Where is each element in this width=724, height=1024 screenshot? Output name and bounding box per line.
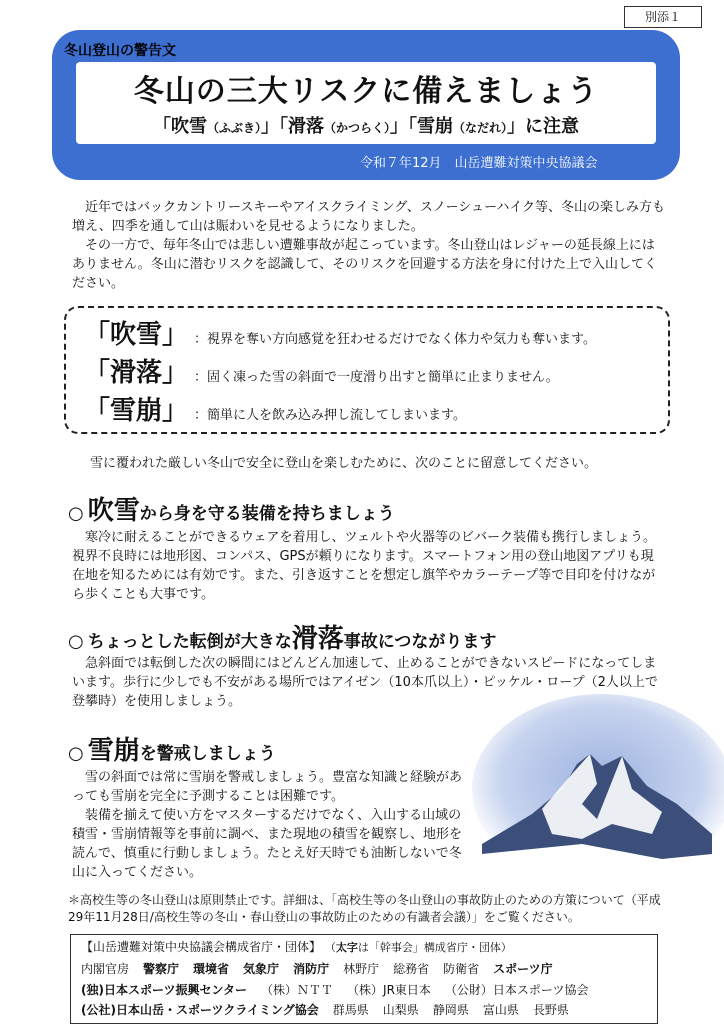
- intro-paragraph: その一方で、毎年冬山では悲しい遭難事故が起こっています。冬山登山はレジャーの延長線上にはありません。冬山に潜むリスクを認識して、そのリスクを回避する方法を身に付けた上で入山してください。: [72, 238, 658, 291]
- section-title-fall: [68, 618, 496, 655]
- circle-bullet-icon: ○: [68, 631, 84, 652]
- circle-bullet-icon: ○: [68, 743, 84, 764]
- member-organizations-box: [70, 934, 658, 1024]
- members-heading: 【山岳遭難対策中央協議会構成省庁・団体】: [81, 940, 322, 954]
- members-row: [81, 1000, 583, 1021]
- page-subtitle: [76, 112, 656, 138]
- section-body-blizzard: 寒冷に耐えることができるウェアを着用し、ツェルトや火器等のビバーク装備も携行しましょう。視界不良時には地形図、コンパス、GPSが頼りになります。スマートフォン用の登山地図アプリも現在地を知るためには有効です。また、引き返すことを想定し旗竿やカラーテープ等で目印を付けながら歩くことも大事です。: [72, 530, 656, 602]
- section-title-keyword: 雪崩: [87, 736, 140, 766]
- member-organization: 内閣官房: [81, 962, 130, 976]
- members-note-text: は「幹事会」構成省庁・団体）: [357, 941, 512, 954]
- risk-term: 「吹雪」: [84, 320, 189, 350]
- subtitle-part: 」に注意: [507, 116, 580, 137]
- member-organization: 環境省: [193, 962, 230, 976]
- risk-item-blizzard: [84, 314, 596, 351]
- members-row: [81, 980, 602, 1001]
- footnote-highschool: ＊高校生等の冬山登山は原則禁止です。詳細は、「高校生等の冬山登山の事故防止のための方策について（平成29年11月28日/高校生等の冬山・春山登山の事故防止のための有識者会議）」をご覧ください。: [68, 893, 661, 924]
- risk-desc: ：固く凍った雪の斜面で一度滑り出すと簡単に止まりません。: [194, 370, 559, 385]
- member-organization: (独)日本スポーツ振興センター: [81, 983, 248, 997]
- lead-text: 雪に覆われた厳しい冬山で安全に登山を楽しむために、次のことに留意してください。: [90, 456, 598, 471]
- section-body-avalanche: 雪の斜面では常に雪崩を警戒しましょう。豊富な知識と経験があっても雪崩を完全に予測することは困難です。 装備を揃えて使い方をマスターするだけでなく、入山する山域の積雪・雪崩情報等を事前に調べ、また現地の積雪を観察し、地形を読んで、慎重に行動しましょう。たとえ好天時でも油断しないで冬山に入ってください。: [72, 770, 463, 880]
- subtitle-part: 」「雪崩: [390, 116, 453, 137]
- section-title-blizzard: [68, 490, 395, 527]
- member-organization: スポーツ庁: [493, 962, 553, 976]
- page-title: 冬山の三大リスクに備えましょう: [133, 74, 599, 109]
- member-organization: 林野庁: [343, 962, 380, 976]
- section-title-avalanche: [68, 730, 276, 767]
- subtitle-part: 「吹雪: [152, 116, 207, 137]
- members-heading-note: （太字は「幹事会」構成省庁・団体）: [324, 941, 512, 954]
- member-organization: 消防庁: [293, 962, 330, 976]
- member-organization: 総務省: [393, 962, 430, 976]
- member-organization: 静岡県: [432, 1003, 469, 1017]
- member-organization: 山梨県: [382, 1003, 419, 1017]
- section-title-lead: ちょっとした転倒が大きな: [87, 632, 292, 652]
- subtitle-reading: （ふぶき）: [206, 121, 261, 135]
- member-organization: 富山県: [482, 1003, 519, 1017]
- member-organization: 気象庁: [243, 962, 280, 976]
- annex-label: 別添１: [624, 6, 702, 28]
- risk-item-fall: [84, 352, 559, 389]
- risk-desc: ：視界を奪い方向感覚を狂わせるだけでなく体力や気力も奪います。: [194, 332, 596, 347]
- section-title-keyword: 吹雪: [87, 496, 140, 526]
- subtitle-reading: （かつらく）: [323, 121, 390, 135]
- members-row: [81, 959, 567, 980]
- member-organization: 群馬県: [332, 1003, 369, 1017]
- intro-paragraph: 近年ではバックカントリースキーやアイスクライミング、スノーシューハイク等、冬山の楽しみ方も増え、四季を通して山は賑わいを見せるようになりました。: [72, 200, 666, 234]
- section-body-fall: 急斜面では転倒した次の瞬間にはどんどん加速して、止めることができないスピードになってしまいます。歩行に少しでも不安がある場所ではアイゼン（10本爪以上）・ピッケル・ロープ（2人以上で登攀時）を使用しましょう。: [72, 656, 658, 709]
- header-kicker: 冬山登山の警告文: [64, 43, 176, 59]
- risk-term: 「雪崩」: [84, 396, 189, 426]
- members-heading-row: [81, 937, 512, 958]
- section-title-keyword: 滑落: [291, 624, 344, 654]
- risk-item-avalanche: [84, 390, 466, 427]
- member-organization: 警察庁: [143, 962, 180, 976]
- section-title-rest: を警戒しましょう: [139, 744, 276, 764]
- member-organization: 防衛省: [443, 962, 480, 976]
- snowy-mountain-illustration: [462, 694, 724, 894]
- member-organization: 長野県: [532, 1003, 569, 1017]
- bold-note: 太字: [335, 941, 358, 954]
- circle-bullet-icon: ○: [68, 503, 84, 524]
- member-organization: （株）JR東日本: [347, 983, 431, 997]
- member-organization: (公社)日本山岳・スポーツクライミング協会: [81, 1003, 319, 1017]
- member-organization: （株）ＮＴＴ: [261, 983, 334, 997]
- intro-text: [72, 198, 666, 293]
- risk-term: 「滑落」: [84, 358, 189, 388]
- member-organization: （公財）日本スポーツ協会: [444, 983, 589, 997]
- subtitle-reading: （なだれ）: [453, 121, 508, 135]
- section-title-rest: から身を守る装備を持ちましょう: [139, 504, 395, 524]
- section-title-rest: 事故につながります: [343, 632, 497, 652]
- subtitle-part: 」「滑落: [260, 116, 324, 137]
- risk-desc: ：簡単に人を飲み込み押し流してしまいます。: [194, 408, 466, 423]
- issue-date-organization: 令和７年12月 山岳遭難対策中央協議会: [360, 156, 598, 171]
